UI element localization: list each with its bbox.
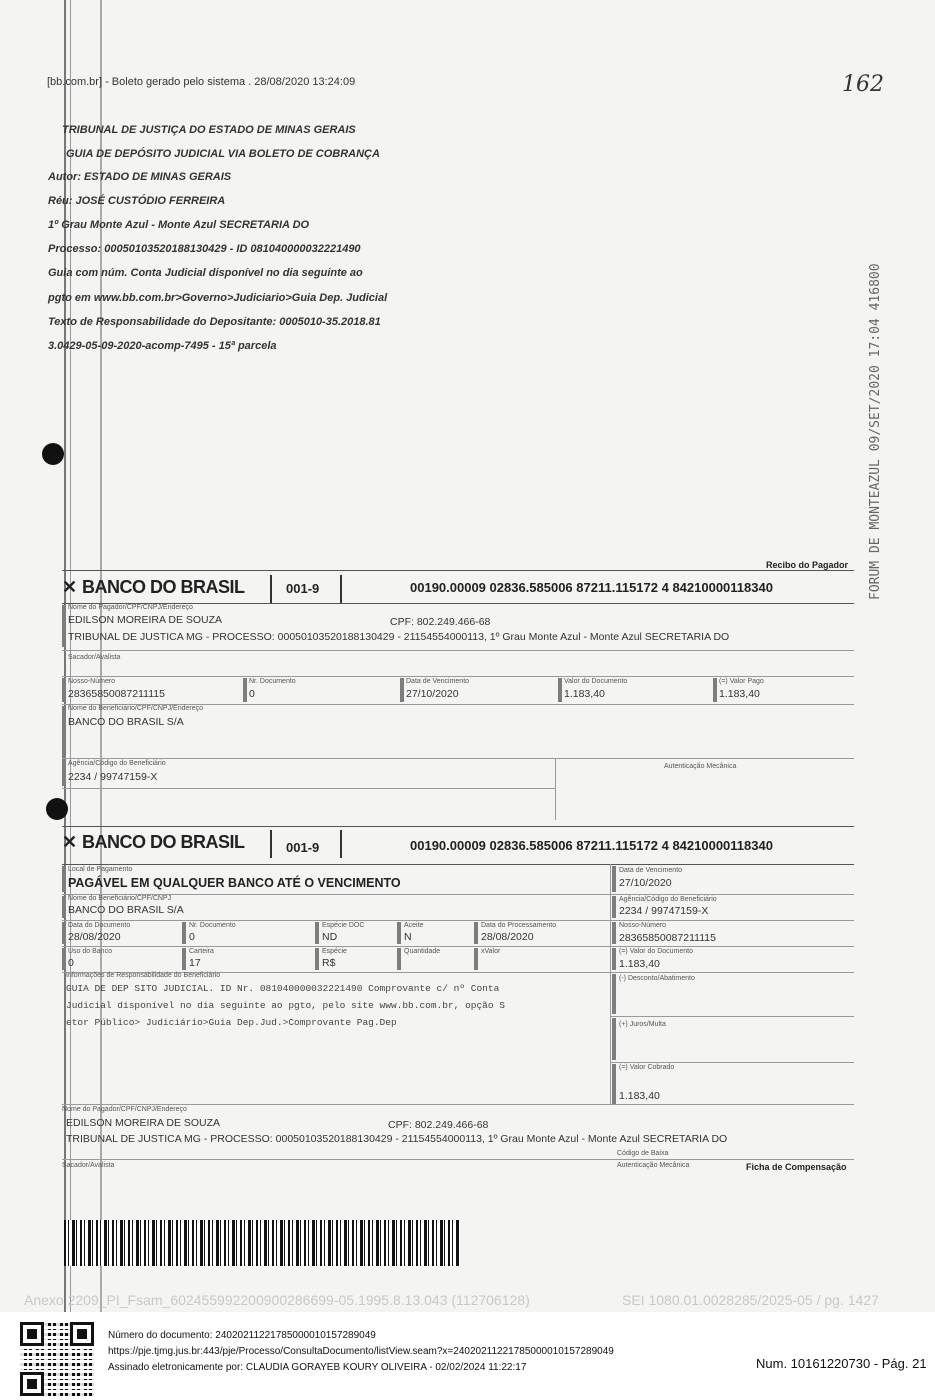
divider — [62, 946, 854, 947]
field-marker — [62, 706, 66, 762]
field-marker — [182, 922, 186, 944]
divider — [555, 758, 556, 820]
pagador-name: EDILSON MOREIRA DE SOUZA — [66, 1117, 221, 1129]
linha-digitavel: 00190.00009 02836.585006 87211.115172 4 84210000118340 — [410, 580, 773, 595]
field-label: Uso do Banco — [68, 948, 112, 955]
pagador-cpf: CPF: 802.249.466-68 — [390, 616, 491, 628]
guia-line: Autor: ESTADO DE MINAS GERAIS — [48, 171, 232, 183]
bb-logo-icon: ✕ — [62, 832, 77, 852]
guia-line: TRIBUNAL DE JUSTIÇA DO ESTADO DE MINAS GERAIS — [62, 124, 356, 136]
field-marker — [62, 896, 66, 918]
divider — [62, 1159, 854, 1160]
bank-code: 001-9 — [286, 581, 320, 596]
punch-hole — [42, 443, 64, 465]
divider — [610, 864, 611, 1104]
bank-code: 001-9 — [286, 840, 320, 855]
field-marker — [62, 678, 66, 702]
nr-documento: 0 — [189, 931, 195, 943]
field-marker — [612, 896, 616, 918]
field-label: Data de Vencimento — [619, 867, 683, 874]
field-marker — [612, 922, 616, 944]
field-label: Agência/Código do Beneficiário — [619, 896, 717, 903]
field-label: Autenticação Mecânica — [617, 1162, 690, 1169]
field-marker — [400, 678, 404, 702]
divider — [62, 676, 854, 677]
especie: R$ — [322, 957, 336, 969]
field-label: (=) Valor do Documento — [619, 948, 693, 955]
divider — [62, 570, 854, 571]
nosso-numero: 28365850087211115 — [619, 932, 716, 944]
uso-banco: 0 — [68, 957, 74, 969]
field-label: Valor do Documento — [564, 678, 628, 685]
handwritten-page-number: 162 — [842, 72, 884, 97]
field-label: Sacador/Avalista — [62, 1162, 115, 1169]
field-label: Nome do Beneficiário/CPF/CNPJ — [68, 895, 172, 902]
field-label: Agência/Código do Beneficiário — [68, 760, 166, 767]
field-marker — [397, 922, 401, 944]
linha-digitavel: 00190.00009 02836.585006 87211.115172 4 84210000118340 — [410, 838, 773, 853]
bank-logo — [62, 577, 245, 598]
field-label: Aceite — [404, 922, 424, 929]
aceite: N — [404, 931, 412, 943]
divider — [62, 650, 854, 651]
field-marker — [612, 1064, 616, 1104]
field-label: (-) Desconto/Abatimento — [619, 975, 695, 982]
beneficiario-name: BANCO DO BRASIL S/A — [68, 904, 184, 916]
info-line: GUIA DE DEP SITO JUDICIAL. ID Nr. 081040000032221490 Comprovante c/ nº Conta — [66, 983, 500, 994]
field-label: Nosso-Número — [619, 922, 667, 929]
boleto-barcode — [64, 1220, 460, 1266]
divider — [270, 575, 272, 603]
field-label: (=) Valor Cobrado — [619, 1064, 675, 1071]
beneficiario-name: BANCO DO BRASIL S/A — [68, 716, 184, 728]
field-marker — [558, 678, 562, 702]
footer-doc-number: Número do documento: 24020211221785000010157289049 — [108, 1330, 376, 1341]
field-marker — [182, 948, 186, 970]
field-label: Autenticação Mecânica — [664, 763, 737, 770]
local-pagamento: PAGÁVEL EM QUALQUER BANCO ATÉ O VENCIMENTO — [68, 876, 401, 890]
field-label: Código de Baixa — [617, 1150, 669, 1157]
divider — [62, 826, 854, 827]
field-label: Nr. Documento — [189, 922, 236, 929]
watermark-left: Anexo 2209_PI_Fsam_602455992200900286699-05.1995.8.13.043 (112706128) — [24, 1292, 530, 1308]
carteira: 17 — [189, 957, 201, 969]
agencia-codigo: 2234 / 99747159-X — [619, 905, 709, 917]
field-marker — [474, 948, 478, 970]
field-marker — [62, 948, 66, 970]
divider — [610, 1016, 854, 1017]
field-marker — [62, 605, 66, 647]
field-label: Espécie DOC — [322, 922, 365, 929]
field-marker — [243, 678, 247, 702]
guia-line: Guia com núm. Conta Judicial disponível no dia seguinte ao — [48, 267, 363, 279]
field-marker — [612, 974, 616, 1014]
guia-line: pgto em www.bb.com.br>Governo>Judiciario>Guia Dep. Judicial — [48, 292, 388, 304]
divider — [62, 1104, 854, 1105]
bb-logo-icon: ✕ — [62, 577, 77, 597]
field-marker — [62, 866, 66, 892]
pagador-name: EDILSON MOREIRA DE SOUZA — [68, 614, 223, 626]
valor-pago: 1.183,40 — [719, 688, 760, 700]
field-label: Data do Documento — [68, 922, 131, 929]
valor-documento: 1.183,40 — [564, 688, 605, 700]
footer-url[interactable]: https://pje.tjmg.jus.br:443/pje/Processo/ConsultaDocumento/listView.seam?x=24020211221785000010157289049 — [108, 1346, 614, 1357]
guia-line: 1º Grau Monte Azul - Monte Azul SECRETARIA DO — [48, 219, 310, 231]
info-line: etor Público> Judiciário>Guia Dep.Jud.>Comprovante Pag.Dep — [66, 1017, 397, 1028]
watermark-right: SEI 1080.01.0028285/2025-05 / pg. 1427 — [622, 1292, 879, 1308]
bank-logo — [62, 832, 245, 853]
qr-finder — [70, 1322, 94, 1346]
divider — [610, 1062, 854, 1063]
field-label: Nr. Documento — [249, 678, 296, 685]
field-label: Nome do Pagador/CPF/CNPJ/Endereço — [62, 1106, 187, 1113]
field-label: (+) Juros/Multa — [619, 1021, 666, 1028]
guia-line: GUIA DE DEPÓSITO JUDICIAL VIA BOLETO DE COBRANÇA — [66, 148, 380, 160]
ficha-title: Ficha de Compensação — [746, 1162, 847, 1172]
field-marker — [612, 948, 616, 970]
divider — [62, 864, 854, 865]
agencia-codigo: 2234 / 99747159-X — [68, 771, 158, 783]
field-marker — [397, 948, 401, 970]
recibo-title: Recibo do Pagador — [766, 560, 849, 570]
generated-line: [bb.com.br] - Boleto gerado pelo sistema . 28/08/2020 13:24:09 — [47, 76, 356, 88]
field-label: Quantidade — [404, 948, 441, 955]
guia-line: Réu: JOSÉ CUSTÓDIO FERREIRA — [48, 195, 226, 207]
guia-line: Processo: 00050103520188130429 - ID 081040000032221490 — [48, 243, 361, 255]
field-label: Espécie — [322, 948, 347, 955]
field-marker — [474, 922, 478, 944]
divider — [62, 788, 555, 789]
field-marker — [315, 922, 319, 944]
field-label: Informações de Responsabilidade do Beneficiário — [66, 972, 221, 979]
guia-line: Texto de Responsabilidade do Depositante: 0005010-35.2018.81 — [48, 316, 381, 328]
field-label: (=) Valor Pago — [719, 678, 764, 685]
field-marker — [612, 866, 616, 892]
guia-line: 3.0429-05-09-2020-acomp-7495 - 15ª parcela — [48, 340, 277, 352]
divider — [340, 575, 342, 603]
field-label: Sacador/Avalista — [68, 654, 121, 661]
field-label: Carteira — [189, 948, 214, 955]
divider — [340, 830, 342, 858]
data-vencimento: 27/10/2020 — [406, 688, 459, 700]
info-line: Judicial disponível no dia seguinte ao pgto, pelo site www.bb.com.br, opção S — [66, 1000, 505, 1011]
footer-page: Num. 10161220730 - Pág. 21 — [756, 1356, 927, 1371]
nosso-numero: 28365850087211115 — [68, 688, 165, 700]
field-label: Local de Pagamento — [68, 866, 133, 873]
field-label: Nome do Beneficiário/CPF/CNPJ/Endereço — [68, 705, 204, 712]
qr-finder — [20, 1372, 44, 1396]
valor-documento: 1.183,40 — [619, 958, 660, 970]
protocol-stamp: FORUM DE MONTEAZUL 09/SET/2020 17:04 416800 — [868, 263, 883, 600]
field-label: Data de Vencimento — [406, 678, 470, 685]
data-documento: 28/08/2020 — [68, 931, 121, 943]
field-marker — [62, 922, 66, 944]
divider — [62, 894, 854, 895]
pagador-address: TRIBUNAL DE JUSTICA MG - PROCESSO: 00050103520188130429 - 21154554000113, 1º Grau Monte Azul - Monte Azul SECRETARIA DO — [66, 1133, 728, 1145]
bank-name: BANCO DO BRASIL — [82, 832, 245, 852]
field-marker — [713, 678, 717, 702]
data-vencimento: 27/10/2020 — [619, 877, 672, 889]
pagador-address: TRIBUNAL DE JUSTICA MG - PROCESSO: 00050103520188130429 - 21154554000113, 1º Grau Monte Azul - Monte Azul SECRETARIA DO — [68, 631, 730, 643]
field-marker — [315, 948, 319, 970]
punch-hole — [46, 798, 68, 820]
field-label: Data do Processamento — [481, 922, 557, 929]
qr-code — [20, 1322, 94, 1396]
field-marker — [62, 760, 66, 786]
field-marker — [612, 1018, 616, 1060]
bank-name: BANCO DO BRASIL — [82, 577, 245, 597]
data-processamento: 28/08/2020 — [481, 931, 534, 943]
nr-documento: 0 — [249, 688, 255, 700]
qr-finder — [20, 1322, 44, 1346]
valor-cobrado: 1.183,40 — [619, 1090, 660, 1102]
divider — [270, 830, 272, 858]
pagador-cpf: CPF: 802.249.466-68 — [388, 1119, 489, 1131]
field-label: Nosso-Número — [68, 678, 116, 685]
divider — [62, 920, 854, 921]
field-label: Nome do Pagador/CPF/CNPJ/Endereço — [68, 604, 193, 611]
especie-doc: ND — [322, 931, 338, 943]
field-label: xValor — [481, 948, 501, 955]
footer-signature: Assinado eletronicamente por: CLAUDIA GORAYEB KOURY OLIVEIRA - 02/02/2024 11:22:17 — [108, 1362, 527, 1373]
divider — [62, 758, 854, 759]
